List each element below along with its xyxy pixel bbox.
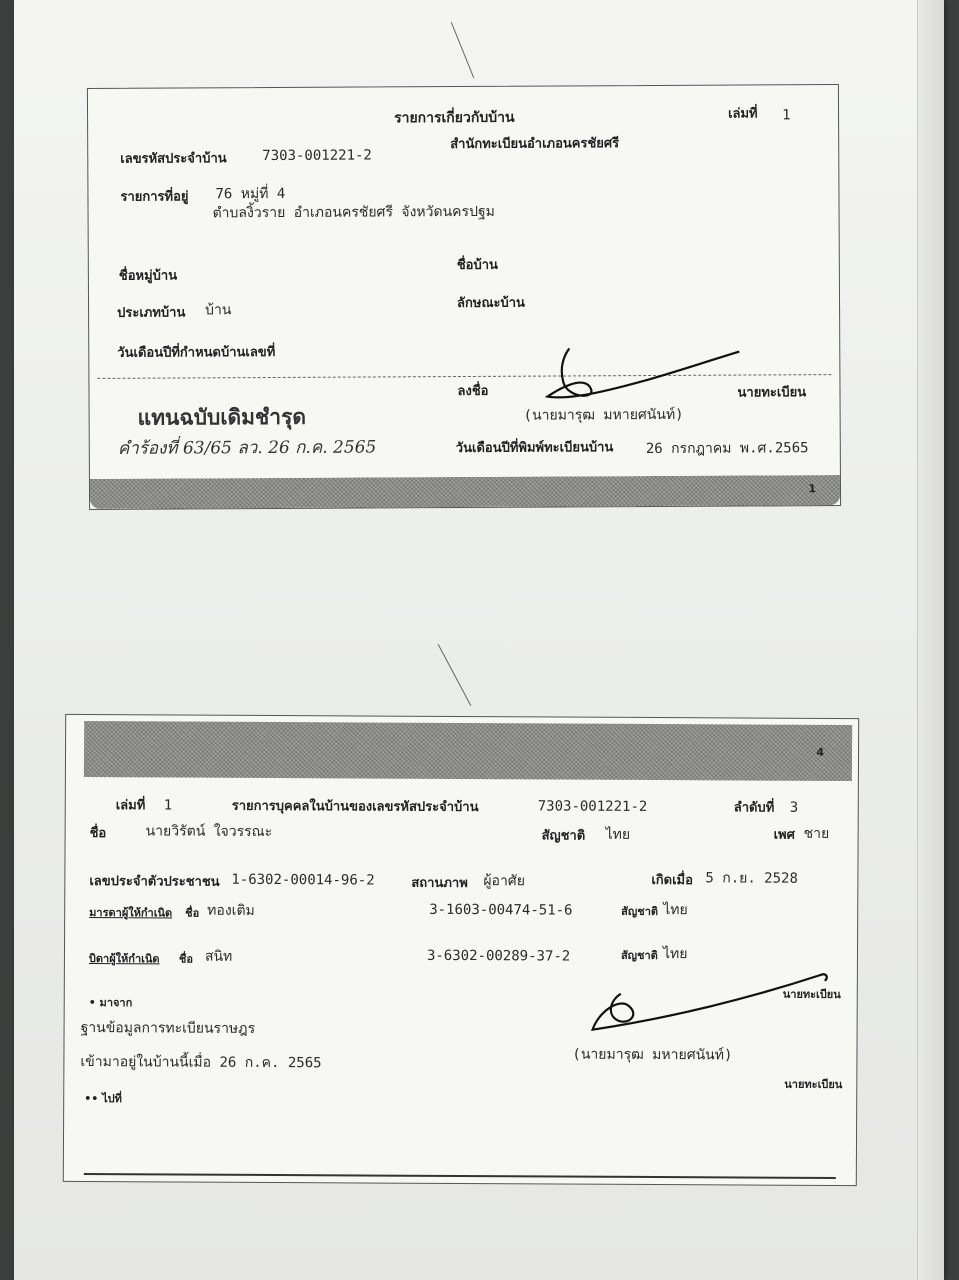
registrar-signature <box>529 337 759 412</box>
book-label: เล่มที่ <box>115 798 146 814</box>
address-line-2: ตำบลงิ้วราย อำเภอนครชัยศรี จังหวัดนครปฐม <box>212 203 495 222</box>
id-label: เลขประจำตัวประชาชน <box>89 874 220 890</box>
name-label: ชื่อ <box>89 826 107 842</box>
replacement-note: แทนฉบับเดิมชำรุด <box>137 404 307 430</box>
paper-crease <box>451 22 474 78</box>
father-nationality: ไทย <box>662 946 688 963</box>
id-number: 1-6302-00014-96-2 <box>231 871 375 889</box>
card-title: รายการเกี่ยวกับบ้าน <box>394 109 515 127</box>
book-number: 1 <box>163 797 173 814</box>
father-label: บิดาผู้ให้กำเนิด <box>88 952 160 966</box>
registrar-label: นายทะเบียน <box>782 987 841 1001</box>
paper-crease <box>438 644 472 706</box>
book-label: เล่มที่ <box>728 106 758 122</box>
birth-date: 5 ก.ย. 2528 <box>705 870 798 887</box>
mother-name-label: ชื่อ <box>185 906 200 920</box>
mother-nationality: ไทย <box>663 902 688 919</box>
status: ผู้อาศัย <box>483 873 525 890</box>
book-number: 1 <box>782 107 791 124</box>
paper-edge <box>917 0 944 1280</box>
from-label: • มาจาก <box>88 996 133 1010</box>
person-name: นายวิรัตน์ ใจวรรณะ <box>145 823 273 841</box>
card-footer-band <box>90 475 840 509</box>
father-nationality-label: สัญชาติ <box>620 948 658 963</box>
house-details-card <box>87 84 841 510</box>
registry-office: สำนักทะเบียนอำเภอนครชัยศรี <box>450 136 620 153</box>
house-code: 7303-001221-2 <box>537 798 648 815</box>
mother-nationality-label: สัญชาติ <box>621 904 659 919</box>
house-feature-label: ลักษณะบ้าน <box>456 295 525 312</box>
assign-date-label: วันเดือนปีที่กำหนดบ้านเลขที่ <box>117 344 276 361</box>
house-code: 7303-001221-2 <box>262 147 372 165</box>
registrar-name: (นายมารุฒ มหายศนันท์) <box>523 406 684 424</box>
mother-id: 3-1603-00474-51-6 <box>429 901 573 919</box>
sex: ชาย <box>803 825 830 842</box>
from-value: ฐานข้อมูลการทะเบียนราษฎร <box>80 1020 256 1037</box>
print-date: 26 กรกฎาคม พ.ศ.2565 <box>645 440 809 458</box>
status-label: สถานภาพ <box>411 875 468 892</box>
corner-number: 4 <box>816 745 825 759</box>
address-label: รายการที่อยู่ <box>120 189 189 205</box>
father-name-label: ชื่อ <box>178 952 194 966</box>
house-list-label: รายการบุคคลในบ้านของเลขรหัสประจำบ้าน <box>231 798 479 816</box>
father-id: 3-6302-00289-37-2 <box>426 947 571 965</box>
sex-label: เพศ <box>773 827 795 843</box>
mother-name: ทองเติม <box>207 902 255 919</box>
nationality: ไทย <box>605 826 631 843</box>
house-type-label: ประเภทบ้าน <box>117 305 186 321</box>
village-label: ชื่อหมู่บ้าน <box>118 268 178 284</box>
registrar-name: (นายมารุฒ มหายศนันท์) <box>572 1046 733 1064</box>
card-bottom-rule <box>84 1173 836 1179</box>
house-name-label: ชื่อบ้าน <box>456 257 498 274</box>
mother-label: มารดาผู้ให้กำเนิด <box>89 906 173 920</box>
address-line-1: 76 หมู่ที่ 4 <box>215 185 286 203</box>
sign-label: ลงชื่อ <box>457 383 489 400</box>
registrar-label: นายทะเบียน <box>784 1077 843 1091</box>
order-number: 3 <box>789 799 799 816</box>
house-type: บ้าน <box>205 302 232 319</box>
house-code-label: เลขรหัสประจำบ้าน <box>120 151 227 167</box>
page-number: 1 <box>808 482 817 496</box>
nationality-label: สัญชาติ <box>541 828 586 844</box>
card-header-band <box>84 721 852 781</box>
to-label: •• ไปที่ <box>84 1092 122 1106</box>
birth-label: เกิดเมื่อ <box>651 872 693 889</box>
order-label: ลำดับที่ <box>733 800 775 816</box>
father-name: สนิท <box>204 948 233 965</box>
request-reference: คำร้องที่ 63/65 ลว. 26 ก.ค. 2565 <box>117 437 377 459</box>
registrar-label: นายทะเบียน <box>737 385 807 401</box>
print-date-label: วันเดือนปีที่พิมพ์ทะเบียนบ้าน <box>455 440 614 457</box>
moved-in-date: เข้ามาอยู่ในบ้านนี้เมื่อ 26 ก.ค. 2565 <box>80 1054 322 1072</box>
person-record-card <box>63 714 859 1186</box>
